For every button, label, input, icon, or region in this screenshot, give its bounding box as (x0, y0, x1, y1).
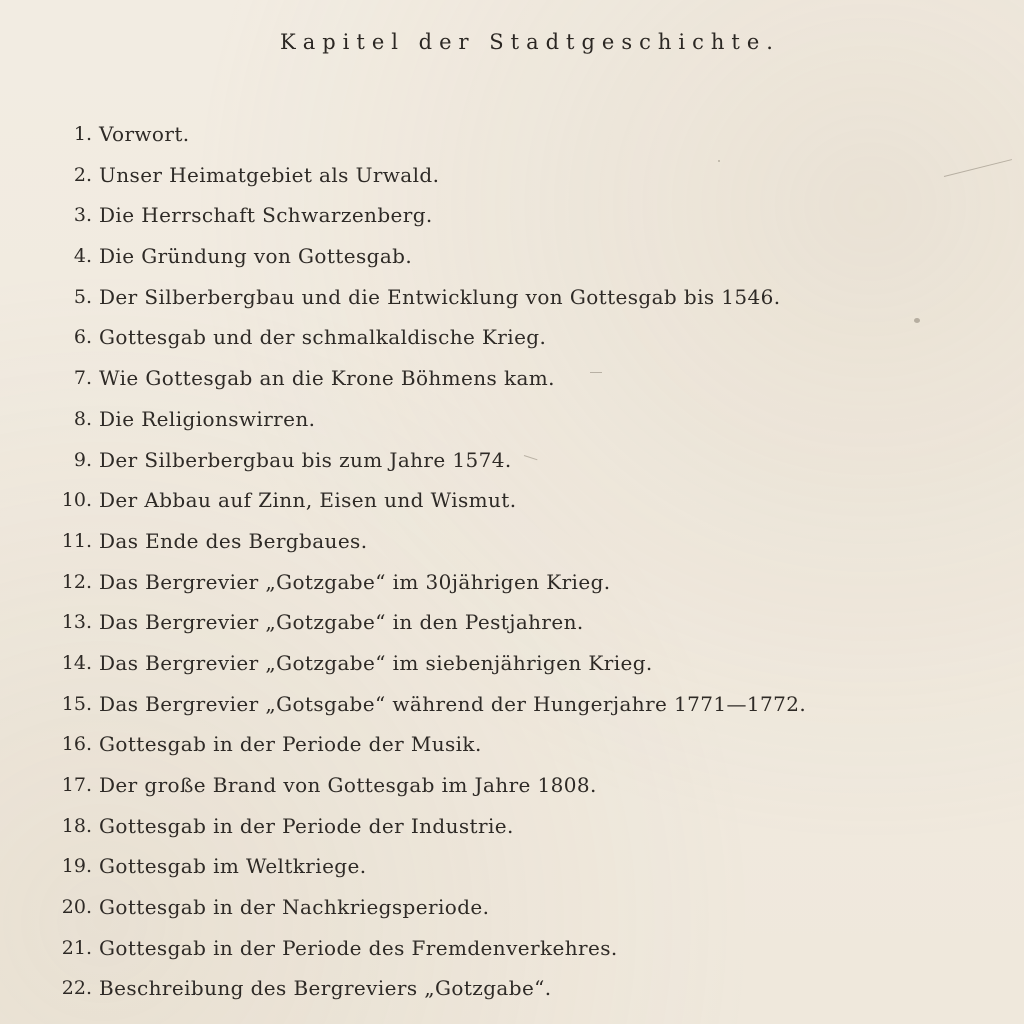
chapter-number: 14. (61, 651, 92, 674)
chapter-title: Gottesgab und der schmalkaldische Krieg. (99, 325, 547, 350)
paper-mark (590, 372, 602, 373)
chapter-title: Der Abbau auf Zinn, Eisen und Wismut. (99, 488, 517, 513)
chapter-item (0, 602, 1024, 643)
chapter-item (0, 277, 1024, 318)
chapter-title: Gottesgab in der Periode der Musik. (99, 732, 482, 757)
chapter-title: Gottesgab in der Periode der Industrie. (99, 813, 514, 838)
chapter-number: 11. (61, 529, 92, 552)
chapter-item (0, 317, 1024, 358)
chapter-title: Die Gründung von Gottesgab. (99, 244, 413, 269)
chapter-title: Vorwort. (99, 122, 190, 146)
chapter-title: Das Bergrevier „Gotzgabe“ in den Pestjahren. (99, 610, 584, 635)
chapter-item (0, 806, 1024, 847)
chapter-number: 17. (61, 774, 92, 796)
chapter-title: Gottesgab im Weltkriege. (99, 854, 367, 879)
chapter-title: Unser Heimatgebiet als Urwald. (99, 162, 440, 187)
page-title: Kapitel der Stadtgeschichte. (280, 30, 780, 54)
chapter-number: 18. (61, 814, 92, 837)
chapter-item (0, 928, 1024, 969)
chapter-title: Das Bergrevier „Gotsgabe“ während der Hungerjahre 1771—1772. (99, 691, 807, 716)
chapter-item (0, 846, 1024, 887)
chapter-number: 15. (61, 692, 92, 715)
chapter-item (0, 358, 1024, 399)
chapter-item (0, 155, 1024, 196)
chapter-number: 4. (73, 245, 92, 268)
chapter-item (0, 236, 1024, 277)
paper-speck (718, 160, 720, 162)
chapter-title: Das Ende des Bergbaues. (99, 528, 368, 553)
chapter-number: 19. (61, 855, 92, 878)
chapter-number: 1. (73, 123, 92, 145)
chapter-number: 2. (73, 163, 92, 186)
chapter-title: Der Silberbergbau und die Entwicklung von Gottesgab bis 1546. (99, 284, 781, 309)
chapter-list (0, 114, 1024, 1009)
chapter-number: 10. (61, 489, 92, 512)
chapter-number: 21. (61, 936, 92, 959)
chapter-item (0, 521, 1024, 562)
chapter-number: 8. (73, 407, 92, 430)
chapter-title: Der Silberbergbau bis zum Jahre 1574. (99, 447, 512, 472)
chapter-number: 3. (73, 204, 92, 227)
chapter-item (0, 562, 1024, 603)
chapter-item (0, 440, 1024, 481)
chapter-item (0, 643, 1024, 684)
chapter-item (0, 724, 1024, 765)
chapter-item (0, 968, 1024, 1009)
chapter-number: 6. (73, 326, 92, 349)
chapter-title: Das Bergrevier „Gotzgabe“ im siebenjährigen Krieg. (99, 650, 653, 675)
chapter-title: Beschreibung des Bergreviers „Gotzgabe“. (99, 976, 552, 1001)
chapter-item (0, 765, 1024, 806)
chapter-title: Gottesgab in der Periode des Fremdenverkehres. (99, 935, 618, 960)
chapter-title: Das Bergrevier „Gotzgabe“ im 30jährigen Krieg. (99, 569, 611, 594)
chapter-title: Wie Gottesgab an die Krone Böhmens kam. (99, 366, 555, 391)
chapter-number: 22. (61, 977, 92, 1000)
chapter-title: Die Herrschaft Schwarzenberg. (99, 203, 433, 228)
chapter-item (0, 399, 1024, 440)
chapter-number: 12. (61, 570, 92, 593)
chapter-item (0, 887, 1024, 928)
chapter-item (0, 114, 1024, 155)
chapter-title: Die Religionswirren. (99, 406, 316, 431)
paper-speck (914, 318, 920, 323)
chapter-number: 13. (61, 611, 92, 634)
chapter-number: 16. (61, 733, 92, 756)
chapter-item (0, 684, 1024, 725)
chapter-title: Gottesgab in der Nachkriegsperiode. (99, 895, 490, 920)
chapter-number: 9. (73, 448, 92, 471)
chapter-number: 20. (61, 896, 92, 919)
chapter-item (0, 195, 1024, 236)
chapter-number: 5. (73, 285, 92, 308)
chapter-item (0, 480, 1024, 521)
chapter-title: Der große Brand von Gottesgab im Jahre 1808. (99, 773, 597, 797)
chapter-number: 7. (73, 367, 92, 390)
